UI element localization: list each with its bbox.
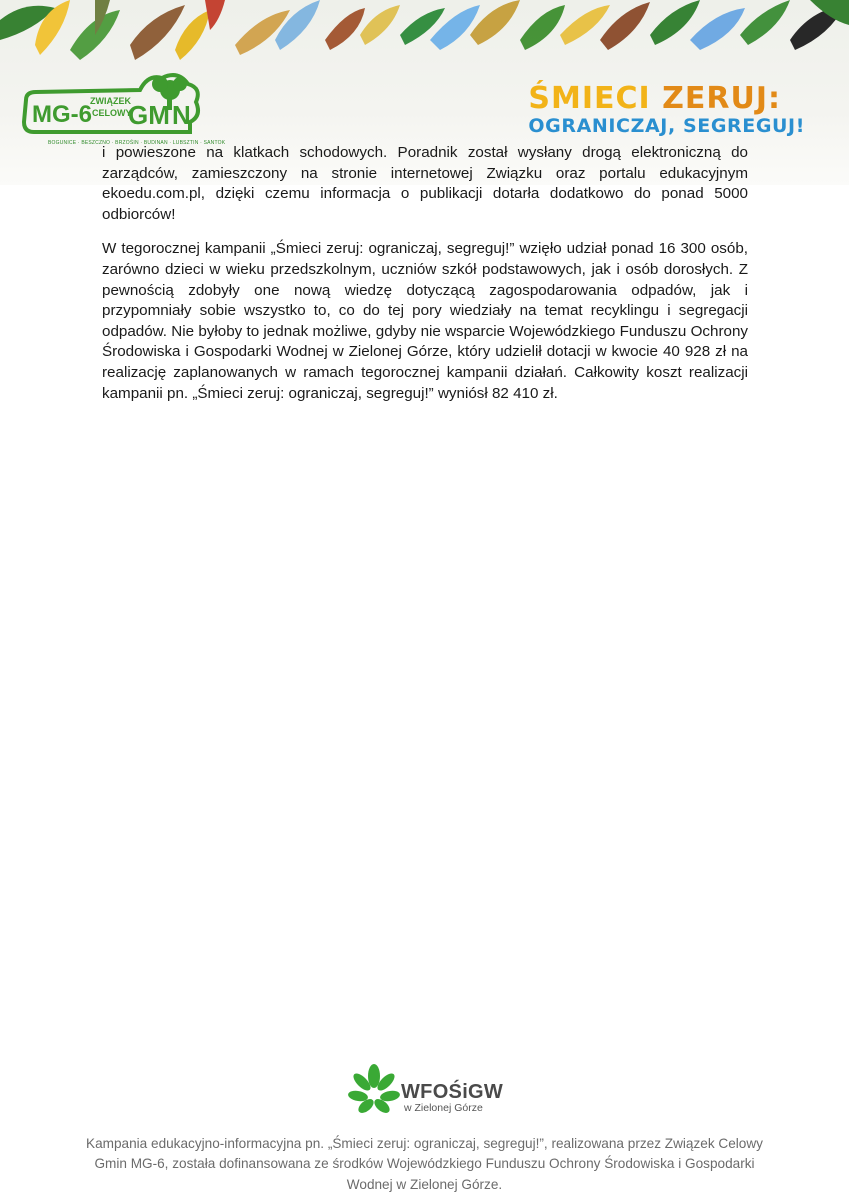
paragraph-1: i powieszone na klatkach schodowych. Poradnik został wysłany drogą elektroniczną do zarządców, zamieszczony na stronie internetowej Związku oraz portalu edukacyjnym ekoedu.com.pl, dzięki czemu informacja o publikacji dotarła dodatkowo do ponad 5000 odbiorców! bbox=[102, 144, 748, 223]
document-body bbox=[102, 143, 748, 418]
wfos-name: WFOŚiGW bbox=[401, 1081, 504, 1103]
mg6-left-text: MG-6 bbox=[32, 101, 92, 128]
mg6-word4: N bbox=[172, 100, 191, 130]
paragraph-2: W tegorocznej kampanii „Śmieci zeruj: ograniczaj, segreguj!” wzięło udział ponad 16 300 osób, zarówno dzieci w wieku przedszkolnym, uczniów szkół podstawowych, jak i osób dorosłych. Z pewnością zdobyły one nową wiedzę dotyczącą zagospodarowania odpadów, jak i przypomniały sobie wszystko to, co do tej pory wiedziały na temat recyklingu i segregacji odpadów. Nie byłoby to jednak możliwe, gdyby nie wsparcie Wojewódzkiego Funduszu Ochrony Środowiska i Gospodarki Wodnej w Zielonej Górze, który udzielił dotacji w kwocie 40 928 zł na realizację zaplanowanych w ramach tegorocznej kampanii działań. Całkowity koszt realizacji kampanii pn. „Śmieci zeruj: ograniczaj, segreguj!” wyniósł 82 410 zł. bbox=[102, 240, 748, 402]
mg6-word2: CELOWY bbox=[92, 108, 132, 118]
mg6-word1: ZWIĄZEK bbox=[90, 96, 131, 106]
leaf-decoration bbox=[0, 0, 849, 70]
campaign-logo-line1 bbox=[528, 81, 805, 116]
campaign-logo-line2: OGRANICZAJ, SEGREGUJ! bbox=[528, 115, 805, 137]
wfos-logo bbox=[348, 1064, 508, 1118]
campaign-logo bbox=[528, 81, 805, 138]
mg6-logo-graphic bbox=[20, 70, 202, 140]
chestnut-leaf-icon bbox=[348, 1064, 400, 1118]
mg6-caption: BOGUNICE · BESZCZNO · BRZOŚIN · BUDINAN · LUBSZTIN · SANTOK bbox=[48, 140, 226, 146]
mg6-word3: GM bbox=[128, 100, 170, 130]
wfos-subtitle: w Zielonej Górze bbox=[404, 1102, 483, 1114]
campaign-logo-word2: ZERUJ: bbox=[662, 81, 782, 116]
mg6-logo bbox=[20, 70, 226, 152]
funding-note: Kampania edukacyjno-informacyjna pn. „Śmieci zeruj: ograniczaj, segreguj!”, realizowana przez Związek Celowy Gmin MG-6, została dofinansowana ze środków Wojewódzkiego Funduszu Ochrony Środowiska i Gospodarki Wodnej w Zielonej Górze. bbox=[86, 1136, 763, 1192]
campaign-logo-word1: ŚMIECI bbox=[528, 81, 651, 116]
